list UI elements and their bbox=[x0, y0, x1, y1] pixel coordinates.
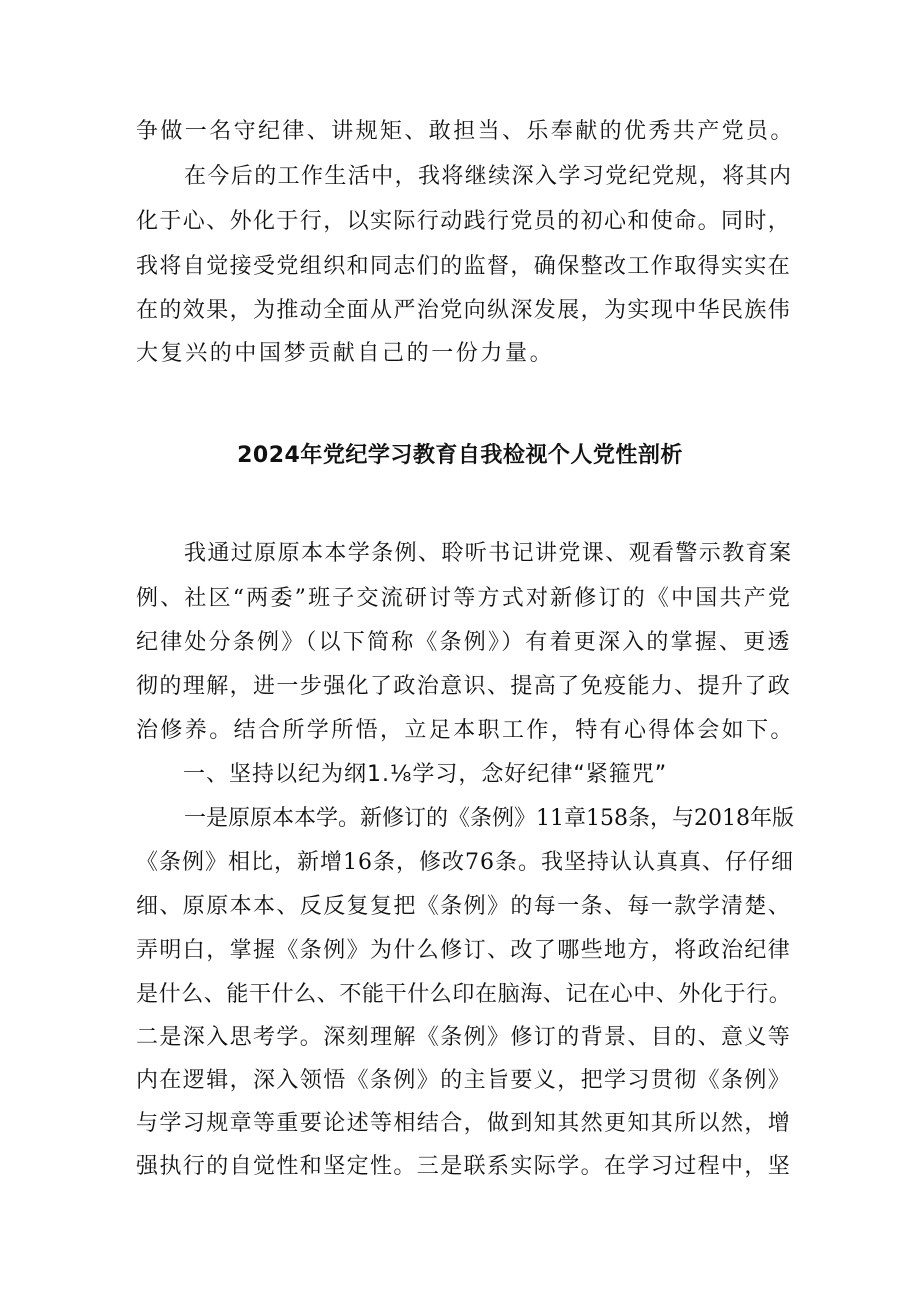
paragraph-line: 大复兴的中国梦贡献自己的一份力量。 bbox=[136, 341, 555, 366]
document-title: 2024年党纪学习教育自我检视个人党性剖析 bbox=[237, 443, 683, 468]
paragraph-line: 强执行的自觉性和坚定性。三是联系实际学。在学习过程中，坚 bbox=[136, 1154, 792, 1179]
paragraph-line: 化于心、外化于行，以实际行动践行党员的初心和使命。同时， bbox=[136, 209, 792, 234]
paragraph-line: 一是原原本本学。新修订的《条例》11章158条，与2018年版 bbox=[184, 806, 794, 831]
paragraph-line: 《条例》相比，新增16条，修改76条。我坚持认认真真、仔仔细 bbox=[136, 850, 794, 875]
paragraph-line: 例、社区“两委”班子交流研讨等方式对新修订的《中国共产党 bbox=[136, 586, 793, 611]
paragraph-line: 争做一名守纪律、讲规矩、敢担当、乐奉献的优秀共产党员。 bbox=[136, 119, 795, 144]
paragraph-line: 在的效果，为推动全面从严治党向纵深发展，为实现中华民族伟 bbox=[136, 298, 792, 323]
paragraph-line: 与学习规章等重要论述等相结合，做到知其然更知其所以然，增 bbox=[136, 1111, 792, 1136]
paragraph-line: 彻的理解，进一步强化了政治意识、提高了免疫能力、提升了政 bbox=[136, 674, 792, 699]
paragraph-line: 纪律处分条例》（以下简称《条例》）有着更深入的掌握、更透 bbox=[136, 630, 792, 655]
paragraph-line: 弄明白，掌握《条例》为什么修订、改了哪些地方，将政治纪律 bbox=[136, 938, 792, 963]
paragraph-line: 我将自觉接受党组织和同志们的监督，确保整改工作取得实实在 bbox=[136, 254, 792, 279]
paragraph-line: 细、原原本本、反反复复把《条例》的每一条、每一款学清楚、 bbox=[136, 894, 792, 919]
paragraph-line: 是什么、能干什么、不能干什么印在脑海、记在心中、外化于行。 bbox=[136, 982, 792, 1007]
paragraph-line: 我通过原原本本学条例、聆听书记讲党课、观看警示教育案 bbox=[184, 541, 793, 566]
paragraph-line: 治修养。结合所学所悟，立足本职工作，特有心得体会如下。 bbox=[136, 718, 795, 743]
paragraph-line: 二是深入思考学。深刻理解《条例》修订的背景、目的、意义等 bbox=[136, 1025, 792, 1050]
section-heading: 一、坚持以纪为纲1.⅛学习，念好纪律“紧箍咒” bbox=[183, 762, 668, 787]
paragraph-line: 在今后的工作生活中，我将继续深入学习党纪党规，将其内 bbox=[184, 164, 793, 189]
paragraph-line: 内在逻辑，深入领悟《条例》的主旨要义，把学习贯彻《条例》 bbox=[136, 1068, 792, 1093]
